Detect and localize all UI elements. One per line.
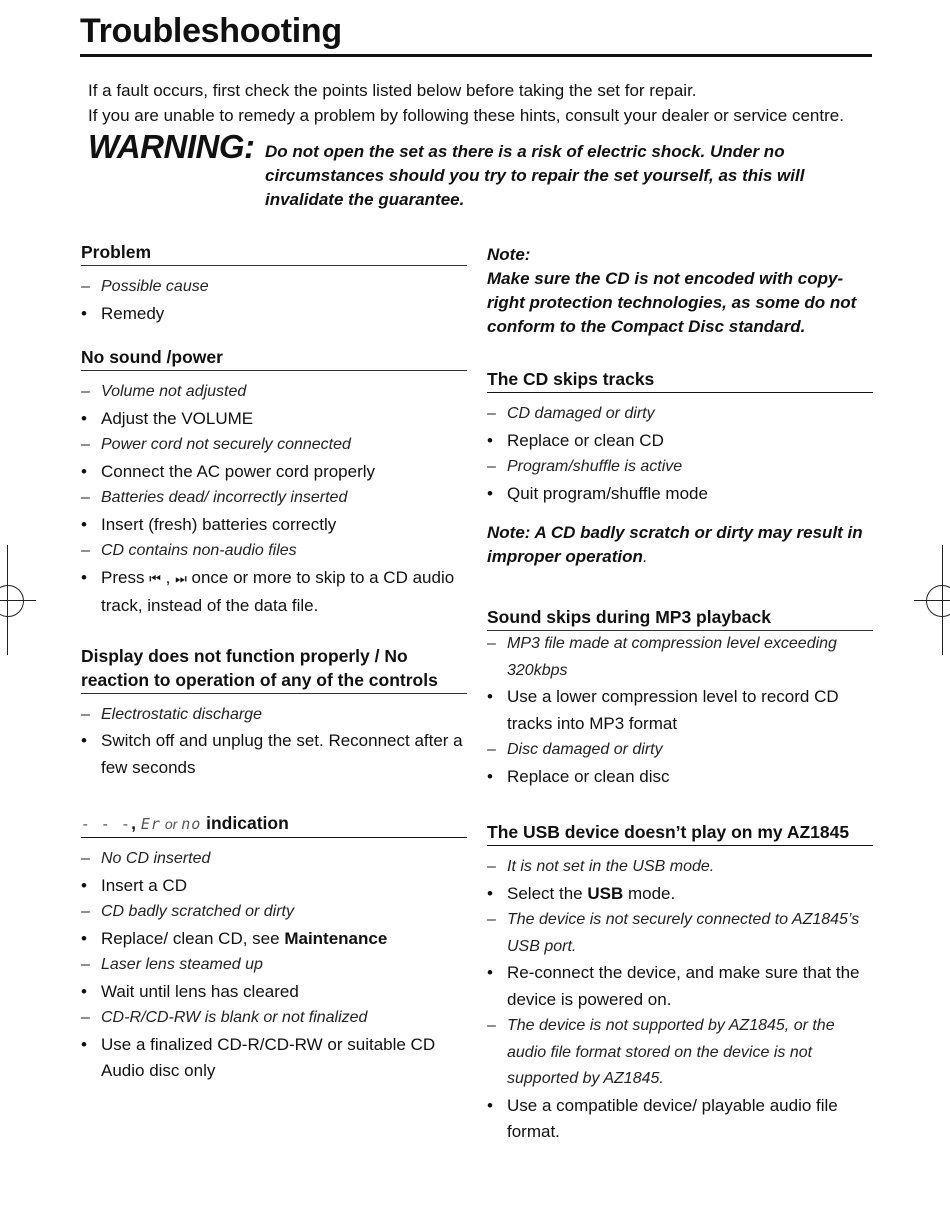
dash-mark: – (487, 741, 496, 758)
dash-mark: – (81, 436, 90, 453)
list-item (81, 1005, 467, 1032)
remedy-text: Switch off and unplug the set. Reconnect after a few seconds (101, 731, 463, 777)
possible-cause-text: CD-R/CD-RW is blank or not finalized (101, 1009, 368, 1026)
indication-or: or (160, 816, 182, 832)
remedy-text: Connect the AC power cord properly (101, 461, 376, 481)
remedy-text: Use a lower compression level to record CD tracks into MP3 format (507, 687, 839, 733)
list-item (81, 952, 467, 979)
possible-cause-text: The device is not securely connected to AZ1845’s USB port. (507, 911, 860, 955)
press-after: once or more to skip to a CD audio track, instead of the data file. (101, 567, 455, 615)
list-item (487, 881, 873, 908)
list-item (81, 979, 467, 1006)
legend-remedy: Remedy (101, 303, 165, 323)
list-item (81, 702, 467, 729)
dash-mark: – (487, 458, 496, 475)
indication-list-after (81, 952, 467, 1085)
left-column (81, 240, 467, 1085)
usb-mode-label: USB (587, 883, 624, 903)
dash-mark: – (81, 956, 90, 973)
no-sound-heading: No sound /power (81, 345, 467, 371)
page-title: Troubleshooting (80, 12, 342, 50)
list-item (487, 428, 873, 455)
possible-cause-text: It is not set in the USB mode. (507, 858, 715, 875)
list-item (487, 481, 873, 508)
list-item (81, 406, 467, 433)
list-item (487, 764, 873, 791)
remedy-text: Replace or clean CD (507, 430, 664, 450)
possible-cause-text: CD damaged or dirty (507, 405, 655, 422)
remedy-text: Use a compatible device/ playable audio file format. (507, 1095, 838, 1141)
maintenance-ref: Maintenance (284, 928, 388, 948)
bullet-mark: • (487, 430, 493, 450)
usb-list-after (487, 907, 873, 1146)
remedy-text: Replace or clean disc (507, 766, 670, 786)
skip-next-icon: ⏭ (175, 571, 187, 587)
list-item (487, 1093, 873, 1146)
list-item (487, 631, 873, 684)
dash-mark: – (81, 903, 90, 920)
bullet-mark: • (487, 1095, 493, 1115)
reg-circle (926, 585, 950, 617)
display-heading: Display does not function properly / No reaction to operation of any of the controls (81, 644, 467, 694)
skip-previous-icon: ⏮ (149, 571, 161, 587)
dash-mark: – (81, 278, 90, 295)
registration-mark-right (910, 545, 950, 655)
possible-cause-text: MP3 file made at compression level exceeding 320kbps (507, 635, 837, 679)
note-label: Note: (487, 245, 531, 264)
mp3-heading: Sound skips during MP3 playback (487, 605, 873, 631)
list-item (81, 926, 467, 953)
possible-cause-text: Power cord not securely connected (101, 436, 351, 453)
dash-mark: – (81, 542, 90, 559)
warning-text: Do not open the set as there is a risk of electric shock. Under no circumstances should you try to repair the set yourself, as this will invalidate the guarantee. (265, 142, 805, 209)
possible-cause-text: Program/shuffle is active (507, 458, 683, 475)
note-scratch-tail: . (642, 547, 648, 566)
list-item (81, 1032, 467, 1085)
remedy-text: Adjust the VOLUME (101, 408, 254, 428)
dash-mark: – (487, 911, 496, 928)
note-scratch-text: Note: A CD badly scratch or dirty may result in improper operation (487, 523, 863, 566)
list-item (487, 401, 873, 428)
bullet-mark: • (81, 408, 87, 428)
indication-list (81, 846, 467, 926)
bullet-mark: • (487, 687, 493, 706)
indication-comma: , (131, 813, 137, 833)
list-item (81, 728, 467, 781)
dash-mark: – (487, 635, 496, 652)
bullet-mark: • (81, 731, 87, 750)
list-item (487, 737, 873, 764)
bullet-mark: • (487, 766, 493, 786)
possible-cause-text: CD contains non-audio files (101, 542, 297, 559)
bullet-mark: • (81, 567, 87, 587)
possible-cause-text: Batteries dead/ incorrectly inserted (101, 489, 348, 506)
list-item (81, 899, 467, 926)
select-after: mode. (623, 883, 676, 903)
list-item (81, 432, 467, 459)
bullet-mark: • (81, 928, 87, 948)
dash-mark: – (81, 850, 90, 867)
right-column (487, 243, 873, 1146)
title-rule (80, 54, 872, 57)
cd-skips-list (487, 401, 873, 507)
lcd-no: no (181, 815, 202, 833)
list-item (487, 684, 873, 737)
bullet-mark: • (487, 883, 493, 903)
bullet-mark: • (487, 963, 493, 982)
press-before: Press (101, 567, 150, 587)
dash-mark: – (487, 858, 496, 875)
list-item (81, 538, 467, 565)
list-item (81, 565, 467, 620)
legend-cause: Possible cause (101, 278, 209, 295)
remedy-text: Wait until lens has cleared (101, 981, 299, 1001)
remedy-text: Quit program/shuffle mode (507, 483, 708, 503)
lcd-er: Er (140, 815, 161, 833)
list-item (487, 454, 873, 481)
note-copy-protection: Make sure the CD is not encoded with copy-right protection technologies, as some do not conform to the Compact Disc standard. (487, 269, 857, 336)
no-sound-list (81, 379, 467, 565)
list-item (81, 379, 467, 406)
intro (88, 78, 844, 128)
list-item (81, 846, 467, 873)
dash-mark: – (81, 705, 90, 723)
dash-mark: – (487, 1017, 496, 1034)
possible-cause-text: Disc damaged or dirty (507, 741, 663, 758)
lcd-dashes: - - - (81, 815, 132, 833)
mp3-list (487, 631, 873, 790)
bullet-mark: • (81, 981, 87, 1001)
list-item (487, 907, 873, 960)
intro-line-1: If a fault occurs, first check the points listed below before taking the set for repair. (88, 81, 697, 100)
list-item (81, 274, 467, 301)
warning-label: WARNING: (88, 128, 255, 165)
dash-mark: – (487, 405, 496, 422)
list-item (81, 301, 467, 328)
remedy-text: Insert a CD (101, 875, 187, 895)
display-list (81, 702, 467, 782)
indication-maintenance-list (81, 926, 467, 953)
indication-word: indication (201, 813, 289, 833)
bullet-mark: • (81, 514, 87, 534)
possible-cause-text: Volume not adjusted (101, 383, 247, 400)
no-sound-press-list (81, 565, 467, 620)
list-item (81, 512, 467, 539)
bullet-mark: • (81, 1034, 87, 1054)
legend-heading: Problem (81, 240, 467, 266)
list-item (81, 485, 467, 512)
possible-cause-text: No CD inserted (101, 850, 211, 867)
list-item (81, 873, 467, 900)
bullet-mark: • (81, 875, 87, 895)
possible-cause-text: Laser lens steamed up (101, 956, 263, 973)
list-item (487, 1013, 873, 1093)
possible-cause-text: Electrostatic discharge (101, 705, 262, 723)
remedy-text: Insert (fresh) batteries correctly (101, 514, 337, 534)
list-item (487, 854, 873, 881)
list-item (81, 459, 467, 486)
note-scratch (487, 521, 873, 569)
usb-list-before (487, 854, 873, 881)
usb-heading: The USB device doesn’t play on my AZ1845 (487, 820, 873, 846)
indication-heading (81, 811, 467, 838)
dash-mark: – (81, 1009, 90, 1026)
bullet-mark: • (81, 461, 87, 481)
dash-mark: – (81, 383, 90, 400)
bullet-mark: • (81, 303, 87, 323)
usb-select-list (487, 881, 873, 908)
press-sep: , (160, 567, 176, 587)
intro-line-2: If you are unable to remedy a problem by following these hints, consult your dealer or service centre. (88, 106, 844, 125)
remedy-text: Use a finalized CD-R/CD-RW or suitable CD Audio disc only (101, 1034, 436, 1080)
list-item (487, 960, 873, 1013)
remedy-text: Re-connect the device, and make sure that the device is powered on. (507, 963, 860, 1009)
registration-mark-left (0, 545, 40, 655)
select-before: Select the (507, 883, 588, 903)
dash-mark: – (81, 489, 90, 506)
possible-cause-text: The device is not supported by AZ1845, or the audio file format stored on the device is not supported by AZ1845. (507, 1017, 835, 1087)
replace-before: Replace/ clean CD, see (101, 928, 285, 948)
cd-skips-heading: The CD skips tracks (487, 367, 873, 393)
reg-circle (0, 585, 24, 617)
legend-list (81, 274, 467, 327)
possible-cause-text: CD badly scratched or dirty (101, 903, 294, 920)
bullet-mark: • (487, 483, 493, 503)
